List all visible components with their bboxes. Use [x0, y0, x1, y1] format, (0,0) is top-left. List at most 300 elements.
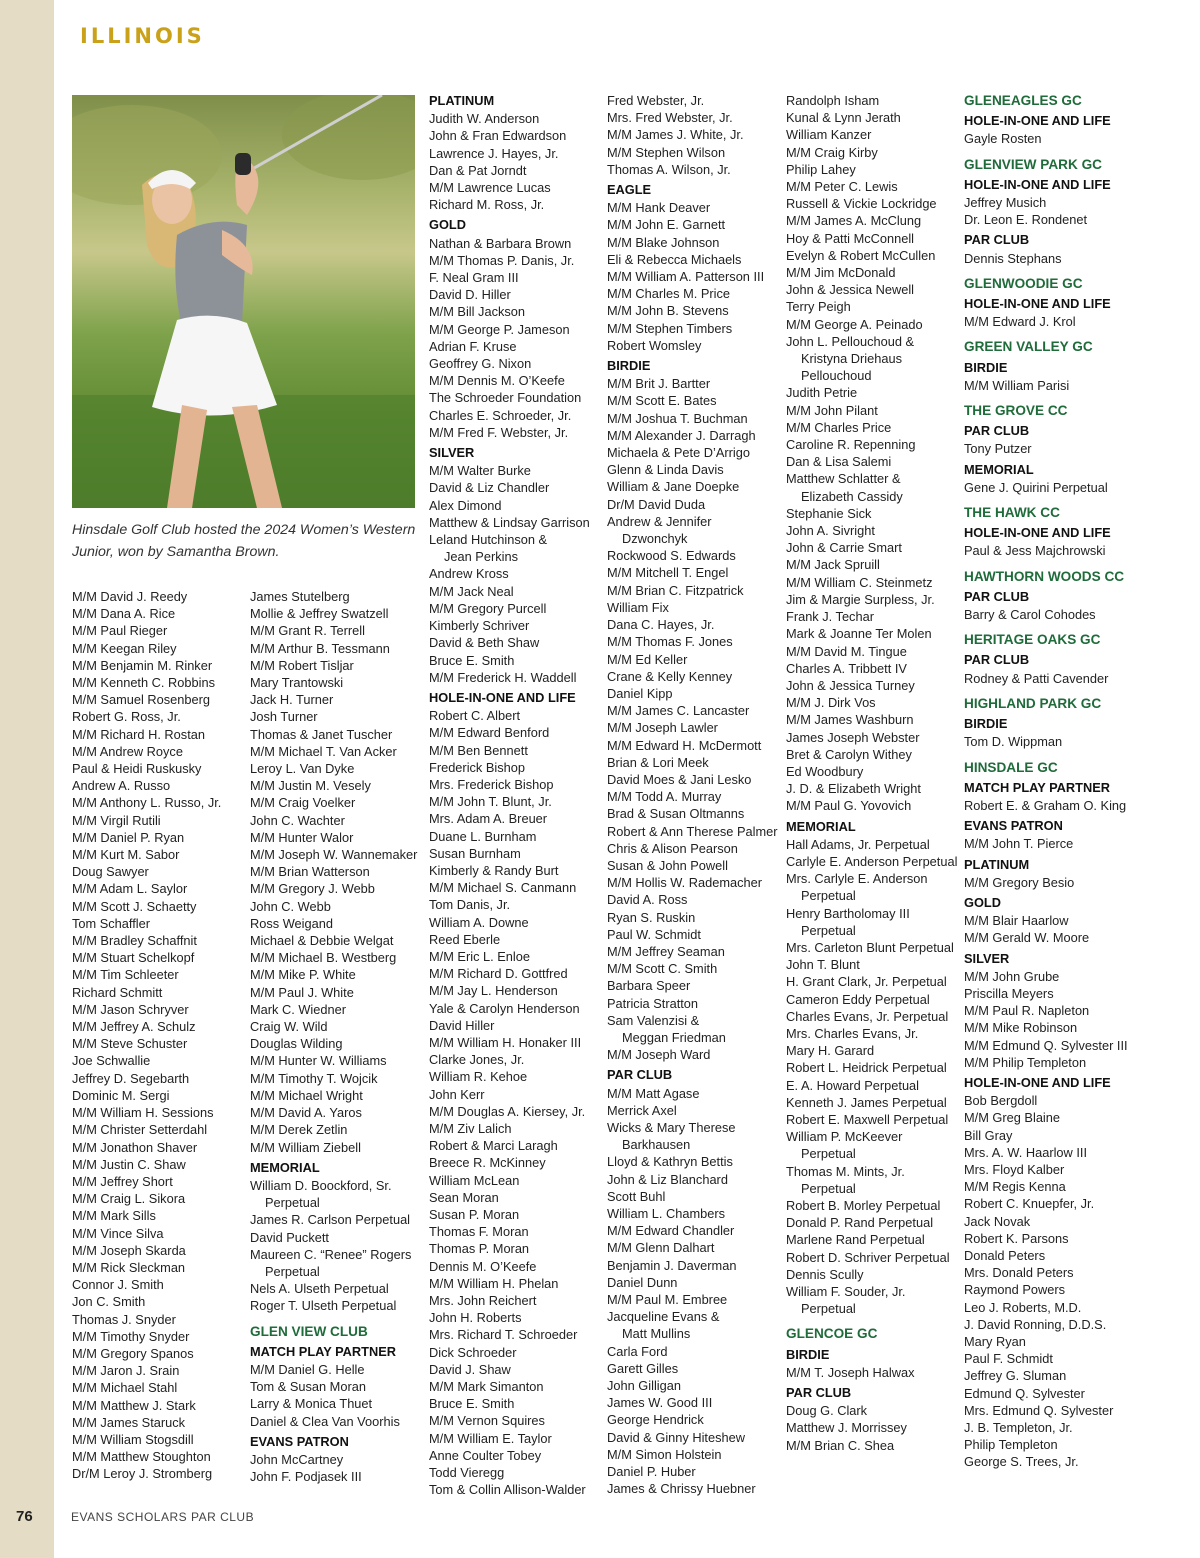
- donor-name: Ross Weigand: [250, 915, 333, 931]
- donor-name: John & Jessica Turney: [786, 677, 915, 693]
- donor-name: Clarke Jones, Jr.: [429, 1052, 525, 1068]
- donor-name: John McCartney: [250, 1451, 344, 1467]
- club-name-heading: THE GROVE CC: [964, 403, 1068, 419]
- donor-name: Dr/M David Duda: [607, 496, 706, 512]
- donor-name: M/M Joseph Ward: [607, 1047, 711, 1063]
- donor-name: Thomas M. Mints, Jr.: [786, 1163, 905, 1179]
- donor-name: M/M William A. Patterson III: [607, 269, 765, 285]
- donor-name: M/M Fred F. Webster, Jr.: [429, 424, 569, 440]
- donor-level-heading: MATCH PLAY PARTNER: [250, 1343, 396, 1359]
- donor-name: M/M Robert Tisljar: [250, 657, 354, 673]
- donor-name: M/M Joseph W. Wannemaker: [250, 847, 418, 863]
- donor-name: Judith W. Anderson: [429, 111, 540, 127]
- club-name-heading: HINSDALE GC: [964, 759, 1058, 775]
- donor-name: Josh Turner: [250, 709, 318, 725]
- club-name-heading: GLEN VIEW CLUB: [250, 1323, 368, 1339]
- donor-name: Carla Ford: [607, 1343, 668, 1359]
- donor-name: M/M Alexander J. Darragh: [607, 427, 756, 443]
- donor-name: Thomas F. Moran: [429, 1224, 529, 1240]
- donor-name: M/M Vernon Squires: [429, 1413, 545, 1429]
- donor-name: M/M Paul M. Embree: [607, 1292, 728, 1308]
- donor-name: M/M John B. Stevens: [607, 303, 729, 319]
- donor-name: William D. Boockford, Sr.: [250, 1177, 392, 1193]
- donor-name: M/M William E. Taylor: [429, 1430, 552, 1446]
- donor-name: M/M Adam L. Saylor: [72, 881, 188, 897]
- donor-name: M/M William C. Steinmetz: [786, 574, 933, 590]
- donor-name: Susan & John Powell: [607, 857, 728, 873]
- donor-name: William R. Kehoe: [429, 1069, 528, 1085]
- donor-level-heading: HOLE-IN-ONE AND LIFE: [964, 176, 1111, 192]
- donor-name: M/M Gregory Purcell: [429, 600, 547, 616]
- donor-name: M/M Paul R. Napleton: [964, 1003, 1090, 1019]
- donor-name: Jack Novak: [964, 1213, 1031, 1229]
- donor-name: Mary Ryan: [964, 1334, 1026, 1349]
- donor-name: M/M Ben Bennett: [429, 742, 528, 758]
- donor-name: Dominic M. Sergi: [72, 1087, 170, 1103]
- donor-name: M/M Hollis W. Rademacher: [607, 875, 763, 891]
- donor-name: M/M Scott E. Bates: [607, 393, 717, 409]
- donor-name: M/M Matthew J. Stark: [72, 1397, 196, 1413]
- club-name-heading: GLENCOE GC: [786, 1326, 878, 1342]
- donor-name: Bruce E. Smith: [429, 652, 515, 668]
- donor-name: M/M Charles M. Price: [607, 286, 731, 302]
- donor-name: M/M Todd A. Murray: [607, 789, 722, 805]
- donor-name: Mrs. A. W. Haarlow III: [964, 1144, 1088, 1160]
- donor-name: M/M Glenn Dalhart: [607, 1240, 715, 1256]
- donor-name: Andrew A. Russo: [72, 778, 171, 794]
- donor-level-heading: MEMORIAL: [964, 461, 1034, 477]
- donor-name: M/M Michael Wright: [250, 1087, 363, 1103]
- donor-name: Charles Evans, Jr. Perpetual: [786, 1008, 949, 1024]
- donor-name: J. David Ronning, D.D.S.: [964, 1316, 1107, 1332]
- donor-name: James & Chrissy Huebner: [607, 1481, 756, 1497]
- donor-name: Dr. Leon E. Rondenet: [964, 212, 1088, 228]
- donor-level-heading: SILVER: [429, 445, 475, 461]
- donor-name: M/M Michael S. Canmann: [429, 880, 577, 896]
- donor-name-continuation: Perpetual: [801, 888, 856, 904]
- donor-level-heading: EVANS PATRON: [964, 818, 1063, 834]
- golfer-illustration: [72, 95, 415, 508]
- donor-name: Dick Schroeder: [429, 1344, 517, 1360]
- donor-name: Jim & Margie Surpless, Jr.: [786, 591, 935, 607]
- donor-name-continuation: Dzwonchyk: [622, 531, 688, 547]
- donor-level-heading: BIRDIE: [964, 716, 1008, 732]
- donor-name: Mrs. Adam A. Breuer: [429, 811, 548, 827]
- column-3: [429, 92, 590, 1498]
- donor-name: Andrew & Jennifer: [607, 513, 712, 529]
- donor-name: Joe Schwallie: [72, 1053, 151, 1069]
- donor-name: M/M William Parisi: [964, 377, 1070, 393]
- donor-name: Robert & Marci Laragh: [429, 1138, 558, 1154]
- donor-name: Andrew Kross: [429, 566, 509, 582]
- donor-name: Kimberly & Randy Burt: [429, 862, 559, 878]
- donor-name: Marlene Rand Perpetual: [786, 1232, 925, 1248]
- donor-name: Kenneth J. James Perpetual: [786, 1094, 947, 1110]
- donor-level-heading: MEMORIAL: [250, 1159, 320, 1175]
- donor-level-heading: PLATINUM: [964, 856, 1030, 872]
- donor-name: Terry Peigh: [786, 299, 851, 315]
- donor-name: Lawrence J. Hayes, Jr.: [429, 145, 559, 161]
- donor-name: William P. McKeever: [786, 1129, 903, 1145]
- donor-name: Matthew J. Morrissey: [786, 1420, 907, 1436]
- donor-name: M/M Jonathon Shaver: [72, 1139, 198, 1155]
- column-4: [607, 92, 777, 1497]
- donor-name: Gene J. Quirini Perpetual: [964, 479, 1108, 495]
- donor-name: Stephanie Sick: [786, 505, 872, 521]
- donor-name: Bob Bergdoll: [964, 1093, 1038, 1109]
- donor-name: James W. Good III: [607, 1395, 713, 1411]
- donor-name: Tom D. Wippman: [964, 734, 1063, 750]
- donor-name: Ed Woodbury: [786, 763, 864, 779]
- donor-name: M/M Ed Keller: [607, 651, 688, 667]
- donor-name: Todd Vieregg: [429, 1465, 505, 1481]
- donor-name: M/M Samuel Rosenberg: [72, 692, 210, 708]
- donor-name: William & Jane Doepke: [607, 479, 740, 495]
- donor-name: Glenn & Linda Davis: [607, 462, 724, 478]
- donor-name: Henry Bartholomay III: [786, 905, 910, 921]
- donor-name: M/M William H. Phelan: [429, 1275, 559, 1291]
- donor-name: M/M Jason Schryver: [72, 1001, 189, 1017]
- donor-level-heading: GOLD: [964, 894, 1001, 910]
- donor-name: H. Grant Clark, Jr. Perpetual: [786, 974, 947, 990]
- donor-name: Mrs. Frederick Bishop: [429, 776, 554, 792]
- donor-name: M/M Greg Blaine: [964, 1110, 1061, 1126]
- donor-name: M/M George A. Peinado: [786, 316, 923, 332]
- club-name-heading: HERITAGE OAKS GC: [964, 632, 1101, 648]
- donor-level-heading: HOLE-IN-ONE AND LIFE: [964, 1074, 1111, 1090]
- donor-name: Mary Trantowski: [250, 675, 344, 691]
- donor-name: M/M David A. Yaros: [250, 1105, 362, 1121]
- donor-name: Kimberly Schriver: [429, 618, 530, 634]
- donor-name: M/M Kurt M. Sabor: [72, 847, 180, 863]
- donor-name: David & Ginny Hiteshew: [607, 1429, 745, 1445]
- donor-name: Bill Gray: [964, 1127, 1013, 1143]
- donor-name: M/M Thomas P. Danis, Jr.: [429, 252, 575, 268]
- club-name-heading: GLENVIEW PARK GC: [964, 156, 1102, 172]
- donor-name: David A. Ross: [607, 892, 688, 908]
- donor-name: Merrick Axel: [607, 1102, 677, 1118]
- donor-name: Judith Petrie: [786, 385, 858, 401]
- donor-name: M/M Richard D. Gottfred: [429, 966, 568, 982]
- donor-name: David & Beth Shaw: [429, 635, 540, 651]
- donor-name: Doug Sawyer: [72, 864, 149, 880]
- donor-name: M/M Jim McDonald: [786, 265, 896, 281]
- donor-name: M/M Matt Agase: [607, 1085, 700, 1101]
- donor-name: M/M William Stogsdill: [72, 1431, 194, 1447]
- donor-name: M/M Frederick H. Waddell: [429, 669, 577, 685]
- donor-name: M/M David J. Reedy: [72, 589, 188, 604]
- donor-name: Bruce E. Smith: [429, 1396, 515, 1412]
- donor-name: Tony Putzer: [964, 441, 1032, 457]
- donor-name-continuation: Pellouchoud: [801, 368, 872, 384]
- donor-name: Sam Valenzisi &: [607, 1012, 700, 1028]
- donor-name-continuation: Meggan Friedman: [622, 1029, 726, 1045]
- donor-name: Tom Schaffler: [72, 915, 150, 931]
- donor-name-continuation: Perpetual: [801, 1301, 856, 1317]
- donor-name: Dan & Pat Jorndt: [429, 162, 527, 178]
- donor-name: Philip Lahey: [786, 161, 856, 177]
- donor-name: John C. Webb: [250, 898, 331, 914]
- donor-name: M/M Andrew Royce: [72, 743, 183, 759]
- donor-name: Russell & Vickie Lockridge: [786, 196, 937, 212]
- donor-name: David & Liz Chandler: [429, 480, 550, 496]
- donor-name: M/M Virgil Rutili: [72, 812, 161, 828]
- donor-name: Barry & Carol Cohodes: [964, 607, 1096, 623]
- donor-name: Mary H. Garard: [786, 1043, 875, 1059]
- donor-name: M/M Hunter Walor: [250, 829, 354, 845]
- donor-name: M/M Philip Templeton: [964, 1054, 1087, 1070]
- donor-name: Raymond Powers: [964, 1282, 1065, 1298]
- donor-name: Barbara Speer: [607, 978, 691, 994]
- donor-name: Alex Dimond: [429, 497, 502, 513]
- donor-name: Robert E. & Graham O. King: [964, 797, 1127, 813]
- donor-name: David Moes & Jani Lesko: [607, 771, 752, 787]
- donor-name: M/M Bill Jackson: [429, 304, 525, 320]
- donor-name: John & Liz Blanchard: [607, 1171, 728, 1187]
- donor-name: Thomas J. Snyder: [72, 1311, 176, 1327]
- donor-name: M/M Mark Simanton: [429, 1379, 544, 1395]
- donor-name: John & Carrie Smart: [786, 540, 902, 556]
- donor-name-continuation: Perpetual: [265, 1195, 320, 1211]
- donor-name: Jeffrey Musich: [964, 195, 1047, 211]
- donor-name: M/M Michael T. Van Acker: [250, 743, 397, 759]
- donor-name: M/M Jaron J. Srain: [72, 1363, 180, 1379]
- donor-name: Robert E. Maxwell Perpetual: [786, 1111, 949, 1127]
- donor-name: Priscilla Meyers: [964, 985, 1054, 1001]
- donor-name: Craig W. Wild: [250, 1019, 328, 1035]
- donor-name: Edmund Q. Sylvester: [964, 1385, 1085, 1401]
- donor-name: Mrs. Fred Webster, Jr.: [607, 110, 733, 126]
- donor-name: John C. Wachter: [250, 812, 345, 828]
- donor-name: M/M Dennis M. O’Keefe: [429, 373, 565, 389]
- donor-name: James R. Carlson Perpetual: [250, 1212, 411, 1228]
- donor-name: M/M Joshua T. Buchman: [607, 410, 748, 426]
- donor-name: Maureen C. “Renee” Rogers: [250, 1246, 412, 1262]
- donor-name: John H. Roberts: [429, 1310, 522, 1326]
- donor-name: M/M James C. Lancaster: [607, 703, 750, 719]
- donor-name: M/M Daniel P. Ryan: [72, 829, 185, 845]
- donor-name: Anne Coulter Tobey: [429, 1447, 542, 1463]
- donor-name: M/M Stuart Schelkopf: [72, 950, 195, 966]
- donor-name: Geoffrey G. Nixon: [429, 356, 532, 372]
- donor-name: M/M Christer Setterdahl: [72, 1122, 208, 1138]
- donor-name: Fred Webster, Jr.: [607, 93, 705, 108]
- donor-name-continuation: Elizabeth Cassidy: [801, 488, 903, 504]
- donor-name: Robert & Ann Therese Palmer: [607, 823, 778, 839]
- donor-name: M/M Edward H. McDermott: [607, 737, 762, 753]
- donor-name: John & Fran Edwardson: [429, 128, 567, 144]
- donor-name: M/M Edward Chandler: [607, 1223, 735, 1239]
- donor-name: M/M Rick Sleckman: [72, 1259, 186, 1275]
- donor-name: M/M Gregory Spanos: [72, 1345, 194, 1361]
- donor-name: M/M Timothy Snyder: [72, 1328, 190, 1344]
- donor-name: Rockwood S. Edwards: [607, 548, 736, 564]
- donor-name: M/M Ziv Lalich: [429, 1120, 512, 1136]
- donor-name: M/M Dana A. Rice: [72, 606, 176, 622]
- donor-name: M/M Justin M. Vesely: [250, 778, 371, 794]
- donor-name: Brad & Susan Oltmanns: [607, 806, 745, 822]
- donor-name: M/M John Grube: [964, 968, 1060, 984]
- donor-name: M/M John T. Blunt, Jr.: [429, 794, 552, 810]
- golfer-photo: [72, 95, 415, 508]
- donor-level-heading: BIRDIE: [607, 358, 651, 374]
- donor-name: Robert K. Parsons: [964, 1230, 1069, 1246]
- donor-name: William L. Chambers: [607, 1206, 726, 1221]
- donor-name: M/M Grant R. Terrell: [250, 623, 365, 639]
- donor-name: Larry & Monica Thuet: [250, 1396, 373, 1412]
- donor-name: Connor J. Smith: [72, 1277, 164, 1293]
- club-name-heading: GLENEAGLES GC: [964, 93, 1082, 108]
- donor-name: M/M Edward Benford: [429, 725, 550, 741]
- donor-name: M/M William H. Sessions: [72, 1105, 214, 1121]
- donor-name: Kunal & Lynn Jerath: [786, 110, 901, 126]
- donor-name: Jeffrey D. Segebarth: [72, 1070, 190, 1086]
- donor-name: Matthew Schlatter &: [786, 471, 901, 487]
- donor-name-continuation: Perpetual: [801, 1146, 856, 1162]
- donor-name-continuation: Perpetual: [801, 1180, 856, 1196]
- donor-name: Robert G. Ross, Jr.: [72, 709, 181, 725]
- donor-name: M/M Craig L. Sikora: [72, 1191, 186, 1207]
- donor-name: Bret & Carolyn Withey: [786, 746, 912, 762]
- donor-name: William McLean: [429, 1172, 520, 1188]
- donor-name: M/M Charles Price: [786, 419, 892, 435]
- donor-name: Richard Schmitt: [72, 984, 163, 1000]
- donor-name: Tom Danis, Jr.: [429, 897, 511, 913]
- donor-name: M/M Lawrence Lucas: [429, 180, 551, 196]
- donor-name: M/M Jack Neal: [429, 583, 514, 599]
- donor-name: M/M James Staruck: [72, 1414, 186, 1430]
- donor-name: M/M Mike Robinson: [964, 1020, 1078, 1036]
- donor-name: M/M John T. Pierce: [964, 836, 1074, 852]
- donor-name-continuation: Kristyna Driehaus: [801, 351, 902, 367]
- donor-name: James Stutelberg: [250, 589, 350, 604]
- donor-name: M/M Scott C. Smith: [607, 961, 718, 977]
- donor-name: Lloyd & Kathryn Bettis: [607, 1154, 733, 1170]
- donor-name: Daniel Kipp: [607, 685, 673, 701]
- donor-name: Duane L. Burnham: [429, 828, 537, 844]
- donor-name: M/M Mitchell T. Engel: [607, 565, 729, 581]
- donor-name: Cameron Eddy Perpetual: [786, 991, 930, 1007]
- donor-name: Mrs. Richard T. Schroeder: [429, 1327, 578, 1343]
- donor-name: George S. Trees, Jr.: [964, 1454, 1079, 1470]
- donor-name: Tom & Susan Moran: [250, 1379, 366, 1395]
- donor-name: M/M Michael B. Westberg: [250, 950, 397, 966]
- donor-name: Reed Eberle: [429, 931, 501, 947]
- donor-name: John Kerr: [429, 1086, 485, 1102]
- donor-name: Leroy L. Van Dyke: [250, 761, 355, 777]
- donor-name: M/M J. Dirk Vos: [786, 695, 876, 711]
- donor-name: Donald Peters: [964, 1247, 1046, 1263]
- donor-level-heading: MATCH PLAY PARTNER: [964, 779, 1110, 795]
- donor-name-continuation: Jean Perkins: [444, 549, 518, 565]
- donor-name: Susan P. Moran: [429, 1207, 520, 1222]
- donor-name: Michaela & Pete D’Arrigo: [607, 445, 750, 461]
- donor-name: Robert B. Morley Perpetual: [786, 1198, 941, 1213]
- donor-name: M/M Vince Silva: [72, 1225, 164, 1241]
- donor-name: John A. Sivright: [786, 523, 875, 539]
- donor-name: Dan & Lisa Salemi: [786, 454, 892, 470]
- donor-name: Jacqueline Evans &: [607, 1309, 720, 1325]
- donor-name: M/M Paul G. Yovovich: [786, 798, 912, 814]
- donor-name: Benjamin J. Daverman: [607, 1257, 737, 1273]
- donor-level-heading: HOLE-IN-ONE AND LIFE: [964, 525, 1111, 541]
- donor-name: M/M Douglas A. Kiersey, Jr.: [429, 1103, 586, 1119]
- donor-name: Randolph Isham: [786, 93, 880, 108]
- donor-name: M/M Brit J. Bartter: [607, 376, 711, 392]
- donor-name: Yale & Carolyn Henderson: [429, 1000, 580, 1016]
- donor-name: Mrs. Floyd Kalber: [964, 1161, 1065, 1177]
- section-title: ILLINOIS: [80, 24, 205, 48]
- donor-level-heading: GOLD: [429, 217, 466, 233]
- page-margin-band: [0, 0, 54, 1558]
- donor-name: M/M Peter C. Lewis: [786, 179, 898, 195]
- donor-level-heading: PAR CLUB: [607, 1067, 673, 1083]
- donor-name: M/M David M. Tingue: [786, 643, 907, 659]
- donor-name: Crane & Kelly Kenney: [607, 668, 733, 684]
- donor-name: Leo J. Roberts, M.D.: [964, 1299, 1082, 1315]
- donor-name: Thomas & Janet Tuscher: [250, 726, 393, 742]
- donor-name: Mrs. Carlyle E. Anderson: [786, 871, 928, 887]
- donor-name: Robert C. Knuepfer, Jr.: [964, 1196, 1095, 1212]
- donor-name: M/M Walter Burke: [429, 463, 531, 479]
- donor-name: George Hendrick: [607, 1412, 704, 1428]
- donor-name: E. A. Howard Perpetual: [786, 1077, 920, 1093]
- donor-name: Dennis Stephans: [964, 250, 1062, 266]
- donor-name: William F. Souder, Jr.: [786, 1284, 906, 1300]
- donor-level-heading: PAR CLUB: [964, 423, 1030, 439]
- donor-name: Wicks & Mary Therese: [607, 1119, 736, 1135]
- donor-name: Daniel P. Huber: [607, 1464, 696, 1480]
- donor-level-heading: PAR CLUB: [964, 232, 1030, 248]
- donor-name: M/M James Washburn: [786, 712, 914, 728]
- donor-name: Paul & Jess Majchrowski: [964, 543, 1106, 559]
- donor-name: M/M Jeffrey Short: [72, 1173, 173, 1189]
- donor-level-heading: PAR CLUB: [964, 588, 1030, 604]
- donor-name: John & Jessica Newell: [786, 282, 915, 298]
- column-2: [250, 588, 417, 1485]
- donor-name-continuation: Barkhausen: [622, 1137, 691, 1153]
- donor-name: Chris & Alison Pearson: [607, 840, 738, 856]
- donor-name: Adrian F. Kruse: [429, 338, 517, 354]
- donor-name: M/M Edward J. Krol: [964, 314, 1076, 330]
- donor-name: M/M Jeffrey Seaman: [607, 943, 725, 959]
- donor-name: Garett Gilles: [607, 1360, 679, 1376]
- donor-name: M/M John Pilant: [786, 402, 878, 418]
- donor-level-heading: HOLE-IN-ONE AND LIFE: [964, 296, 1111, 312]
- donor-name: M/M Brian C. Shea: [786, 1437, 895, 1453]
- donor-name: M/M Brian C. Fitzpatrick: [607, 582, 744, 598]
- donor-name: Dennis M. O’Keefe: [429, 1258, 537, 1274]
- donor-name: Leland Hutchinson &: [429, 532, 548, 548]
- donor-name: M/M Craig Kirby: [786, 144, 878, 160]
- donor-name: M/M Craig Voelker: [250, 795, 356, 811]
- donor-name: Jon C. Smith: [72, 1294, 146, 1310]
- club-name-heading: HIGHLAND PARK GC: [964, 695, 1102, 711]
- column-1: [72, 588, 221, 1483]
- donor-name: M/M Hunter W. Williams: [250, 1053, 387, 1069]
- club-name-heading: HAWTHORN WOODS CC: [964, 568, 1125, 584]
- donor-name: M/M Paul Rieger: [72, 623, 168, 639]
- donor-name: M/M Tim Schleeter: [72, 967, 179, 983]
- donor-name: William Kanzer: [786, 127, 872, 143]
- donor-name: Brian & Lori Meek: [607, 754, 709, 770]
- donor-name: M/M John E. Garnett: [607, 217, 726, 233]
- donor-name: M/M Michael Stahl: [72, 1380, 178, 1396]
- donor-name: Thomas P. Moran: [429, 1241, 530, 1257]
- photo-caption: Hinsdale Golf Club hosted the 2024 Women’s Western Junior, won by Samantha Brown.: [72, 522, 416, 560]
- donor-name: Dr/M Leroy J. Stromberg: [72, 1466, 213, 1482]
- donor-name: Paul & Heidi Ruskusky: [72, 761, 202, 777]
